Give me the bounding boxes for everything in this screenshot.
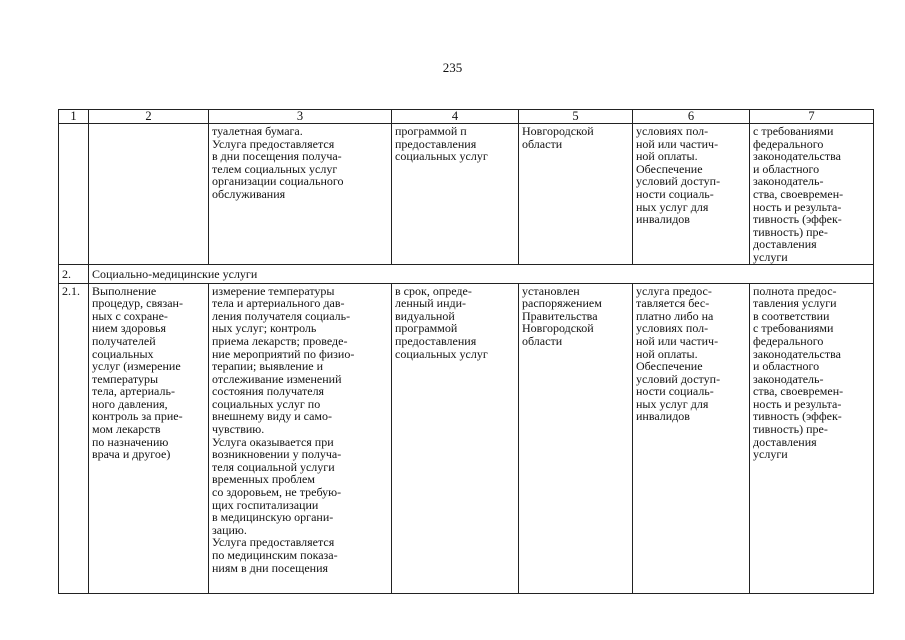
paragraph: Услуга оказывается при возникновении у получа- теля социальной услуги временных проблем со здоровьем, не требую- щих госпитализации в медицинскую органи- зацию. xyxy=(212,434,342,537)
cell-quality-indicators: полнота предос- тавления услуги в соответствии с требованиями федерального законодательства и областного законодатель- ства, своевремен- ность и результа- тивность (эффек- тивность) пре- доставления услуги xyxy=(750,283,874,593)
paragraph: Обеспечение условий доступ- ности социаль- ных услуг для инвалидов xyxy=(636,161,721,227)
paragraph: услуга предос- тавляется бес- платно либо на условиях пол- ной или частич- ной оплаты. xyxy=(636,283,719,361)
cell-service-description xyxy=(209,124,392,265)
cell-deadline: в срок, опреде- ленный инди- видуальной программой предоставления социальных услуг xyxy=(392,283,519,593)
column-number: 6 xyxy=(633,110,750,124)
cell-service-name xyxy=(89,124,209,265)
section-row xyxy=(59,264,874,283)
section-number: 2. xyxy=(59,264,89,283)
paragraph: Услуга предоставляется в дни посещения получа- телем социальных услуг организации социального обслуживания xyxy=(212,136,344,201)
column-number: 4 xyxy=(392,110,519,124)
column-number: 3 xyxy=(209,110,392,124)
services-table xyxy=(58,109,874,594)
column-number: 5 xyxy=(519,110,633,124)
cell-deadline: программой п предоставления социальных услуг xyxy=(392,124,519,265)
column-number: 2 xyxy=(89,110,209,124)
cell-norms: установлен распоряжением Правительства Новгородской области xyxy=(519,283,633,593)
column-number-row xyxy=(59,110,874,124)
cell-quality-indicators: с требованиями федерального законодательства и областного законодатель- ства, своевремен- ность и результа- тивность (эффек- тивность) пре- доставления услуги xyxy=(750,124,874,265)
cell-number: 2.1. xyxy=(59,283,89,593)
cell-conditions xyxy=(633,124,750,265)
column-number: 1 xyxy=(59,110,89,124)
paragraph: условиях пол- ной или частич- ной оплаты. xyxy=(636,124,719,164)
page-number: 235 xyxy=(442,60,463,75)
continuation-row xyxy=(59,124,874,265)
paragraph: туалетная бумага. xyxy=(212,124,303,138)
column-number: 7 xyxy=(750,110,874,124)
cell-service-name: Выполнение процедур, связан- ных с сохране- нием здоровья получателей социальных услуг (измерение температуры тела, артериаль- ного давления, контроль за прие- мом лекарств по назначению врача и другое) xyxy=(89,283,209,593)
cell-norms: Новгородской области xyxy=(519,124,633,265)
paragraph: измерение температуры тела и артериального дав- ления получателя социаль- ных услуг; контроль приема лекарств; проведе- ние мероприятий по физио- терапии; выявление и отслеживание изменений состояния получателя социальных услуг по внешнему виду и само- чувствию. xyxy=(212,283,355,437)
cell-service-description xyxy=(209,283,392,593)
cell-number xyxy=(59,124,89,265)
paragraph: Обеспечение условий доступ- ности социаль- ных услуг для инвалидов xyxy=(636,359,721,424)
section-title: Социально-медицинские услуги xyxy=(89,264,874,283)
paragraph: Услуга предоставляется по медицинским показа- ниям в дни посещения xyxy=(212,535,338,575)
service-row-2-1 xyxy=(59,283,874,593)
cell-conditions xyxy=(633,283,750,593)
